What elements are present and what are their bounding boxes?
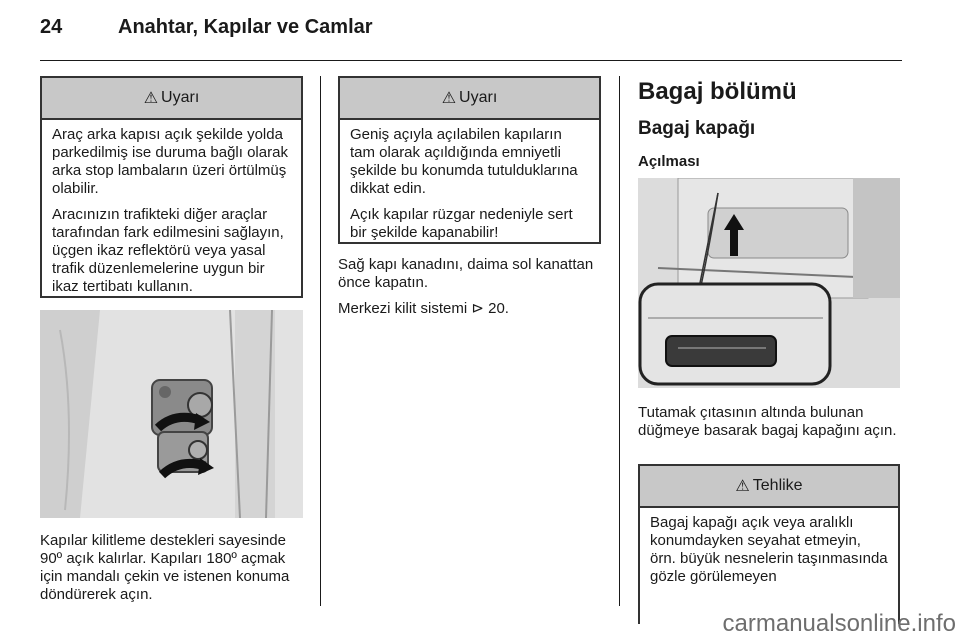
warning-box-header (42, 78, 301, 120)
door-caption: Kapılar kilitleme destekleri sayesinde 90º açık kalırlar. Kapıları 180º açmak için mandalı çekin ve istenen konuma döndürerek açın. (40, 532, 290, 603)
central-locking-label: Merkezi kilit sistemi (338, 300, 468, 317)
door-close-order-text: Sağ kapı kanadını, daima sol kanattan önce kapatın. (338, 256, 594, 291)
danger-box-body (640, 508, 898, 586)
door-check-strap-illustration (40, 310, 303, 518)
section-heading: Bagaj bölümü (638, 78, 797, 105)
warning-box-left (40, 76, 303, 298)
warning-paragraph: Açık kapılar rüzgar nedeniyle sert bir şekilde kapanabilir! (350, 206, 573, 241)
warning-title: Uyarı (161, 89, 200, 106)
tailgate-caption: Tutamak çıtasının altında bulunan düğmeye basarak bagaj kapağını açın. (638, 404, 897, 439)
page-reference-arrow-icon: ⊳ (471, 300, 484, 317)
header-rule (40, 60, 902, 61)
warning-triangle-icon: ⚠ (143, 90, 159, 107)
warning-triangle-icon: ⚠ (441, 90, 457, 107)
warning-title: Uyarı (459, 89, 498, 106)
column-divider-right (619, 76, 620, 606)
central-locking-reference (338, 300, 603, 318)
warning-box-body (340, 120, 599, 242)
warning-box-body (42, 120, 301, 296)
warning-paragraph: Aracınızın trafikteki diğer araçlar tarafından fark edilmesini sağlayın, üçgen ikaz reflektörü veya yasal trafik düzenlemelerine uygun bir ikaz tertibatı kullanın. (52, 206, 284, 295)
warning-paragraph: Araç arka kapısı açık şekilde yolda parkedilmiş ise duruma bağlı olarak arka stop lambaların üzeri örtülmüş olabilir. (52, 126, 288, 197)
danger-title: Tehlike (752, 477, 803, 494)
warning-box-header (340, 78, 599, 120)
danger-box-header (640, 466, 898, 508)
column-divider-left (320, 76, 321, 606)
warning-paragraph: Geniş açıyla açılabilen kapıların tam olarak açıldığında emniyetli şekilde bu konumda tutulduklarına dikkat edin. (350, 126, 578, 197)
page-number: 24 (40, 16, 63, 38)
danger-paragraph: Bagaj kapağı açık veya aralıklı konumdayken seyahat etmeyin, örn. büyük nesnelerin taşınmasında gözle görülemeyen (650, 514, 888, 585)
warning-triangle-icon: ⚠ (735, 478, 750, 495)
page-reference-number[interactable]: 20. (488, 300, 509, 317)
sub-subsection-heading: Açılması (638, 153, 700, 170)
middle-text (338, 256, 603, 326)
tailgate-release-illustration (638, 178, 900, 388)
warning-box-middle (338, 76, 601, 244)
danger-box (638, 464, 900, 624)
watermark: carmanualsonline.info (722, 610, 956, 637)
page-title: Anahtar, Kapılar ve Camlar (118, 16, 373, 38)
subsection-heading: Bagaj kapağı (638, 118, 756, 139)
